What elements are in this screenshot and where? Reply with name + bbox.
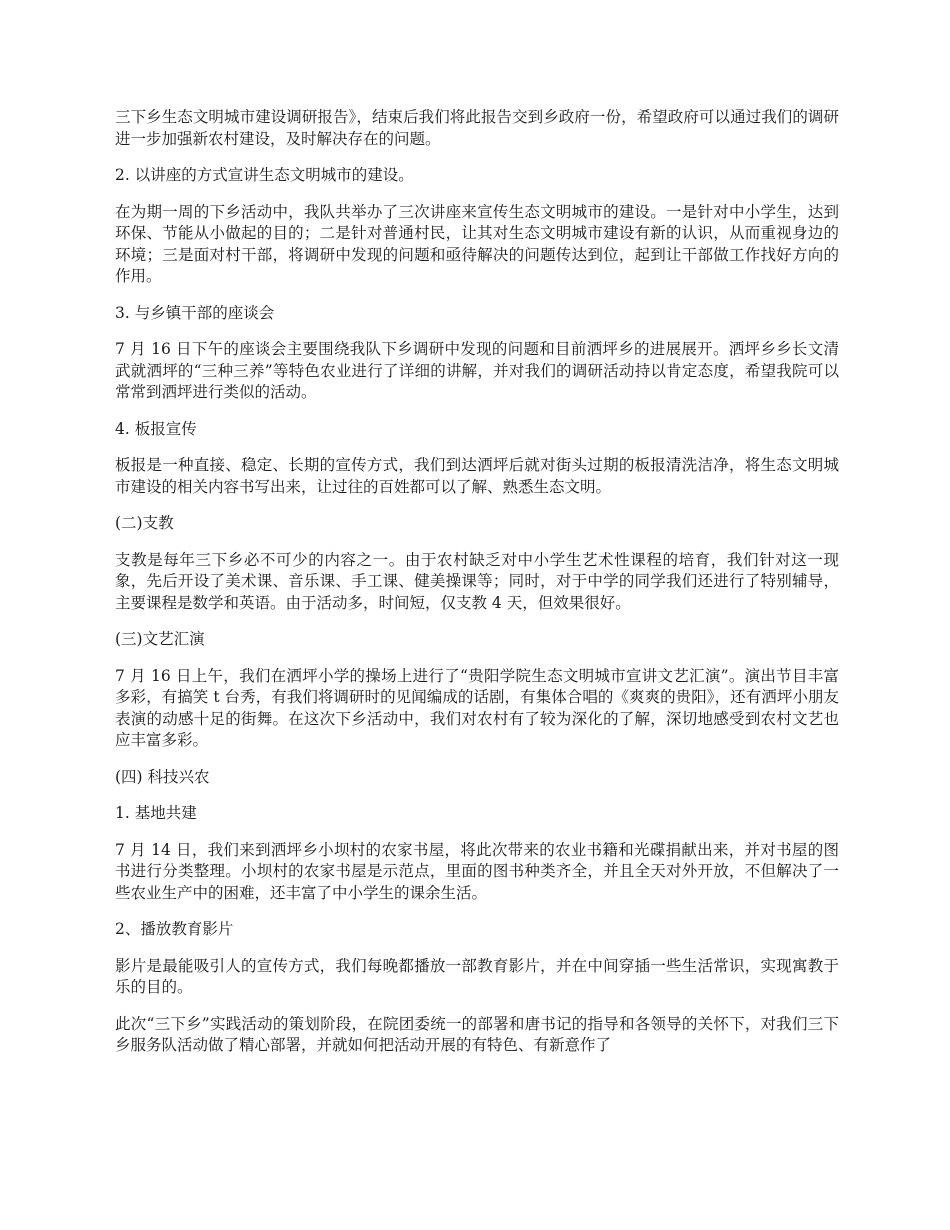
section-heading: 1. 基地共建: [115, 804, 197, 822]
document-page: [115, 107, 839, 1072]
paragraph: 三下乡生态文明城市建设调研报告》，结束后我们将此报告交到乡政府一份，希望政府可以通过我们的调研进一步加强新农村建设，及时解决存在的问题。: [115, 108, 839, 148]
paragraph: 影片是最能吸引人的宣传方式，我们每晚都播放一部教育影片，并在中间穿插一些生活常识，实现寓教于乐的目的。: [115, 956, 839, 996]
paragraph: 支教是每年三下乡必不可少的内容之一。由于农村缺乏对中小学生艺术性课程的培育，我们针对这一现象，先后开设了美术课、音乐课、手工课、健美操课等；同时，对于中学的同学我们还进行了特别辅导，主要课程是数学和英语。由于活动多，时间短，仅支教 4 天，但效果很好。: [115, 550, 839, 612]
paragraph: 7 月 16 日下午的座谈会主要围绕我队下乡调研中发现的问题和目前洒坪乡的进展展开。洒坪乡乡长文清武就洒坪的“三种三养”等特色农业进行了详细的讲解，并对我们的调研活动持以肯定态度，希望我院可以常常到洒坪进行类似的活动。: [115, 340, 839, 401]
paragraph: 此次“三下乡”实践活动的策划阶段，在院团委统一的部署和唐书记的指导和各领导的关怀下，对我们三下乡服务队活动做了精心部署，并就如何把活动开展的有特色、有新意作了: [115, 1014, 839, 1054]
section-heading: 4. 板报宣传: [115, 419, 197, 438]
paragraph: 7 月 16 日上午，我们在洒坪小学的操场上进行了“贵阳学院生态文明城市宣讲文艺汇演”。演出节目丰富多彩，有搞笑 t 台秀，有我们将调研时的见闻编成的话剧，有集体合唱的《爽爽的贵阳》，还有洒坪小朋友表演的动感十足的街舞。在这次下乡活动中，我们对农村有了较为深化的了解，深切地感受到农村文艺也应丰富多彩。: [115, 666, 839, 749]
section-heading: (三)文艺汇演: [115, 630, 205, 648]
section-heading: 2. 以讲座的方式宣讲生态文明城市的建设。: [115, 166, 414, 184]
section-heading: 2、播放教育影片: [115, 920, 234, 938]
paragraph: 7 月 14 日，我们来到洒坪乡小坝村的农家书屋，将此次带来的农业书籍和光碟捐献出来，并对书屋的图书进行分类整理。小坝村的农家书屋是示范点，里面的图书种类齐全，并且全天对外开放，不但解决了一些农业生产中的困难，还丰富了中小学生的课余生活。: [115, 840, 839, 902]
section-heading: (四) 科技兴农: [115, 767, 210, 786]
paragraph: 在为期一周的下乡活动中，我队共举办了三次讲座来宣传生态文明城市的建设。一是针对中小学生，达到环保、节能从小做起的目的；二是针对普通村民，让其对生态文明城市建设有新的认识，从而重视身边的环境；三是面对村干部，将调研中发现的问题和亟待解决的问题传达到位，起到让干部做工作找好方向的作用。: [115, 202, 839, 285]
paragraph: 板报是一种直接、稳定、长期的宣传方式，我们到达洒坪后就对街头过期的板报清洗洁净，将生态文明城市建设的相关内容书写出来，让过往的百姓都可以了解、熟悉生态文明。: [115, 456, 839, 496]
section-heading: 3. 与乡镇干部的座谈会: [115, 303, 275, 322]
section-heading: (二)支教: [115, 514, 174, 532]
